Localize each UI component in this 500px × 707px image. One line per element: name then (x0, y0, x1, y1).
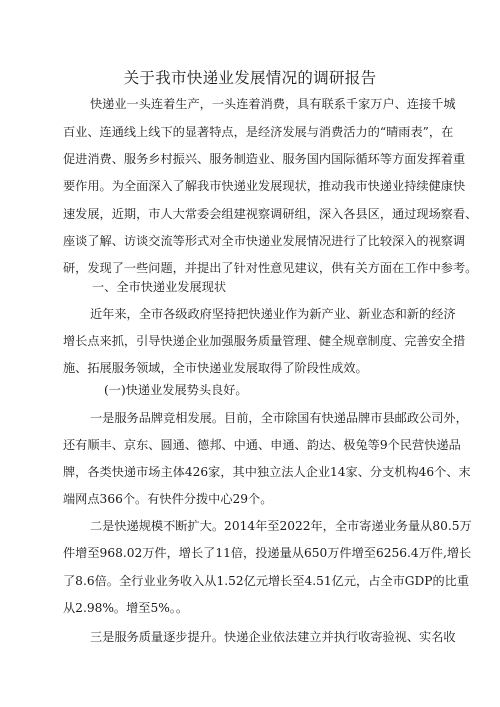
paragraph-line: 研，发现了一些问题，并提出了针对性意见建议，供有关方面在工作中参考。 (63, 261, 478, 275)
paragraph-line: 座谈了解、访谈交流等形式对全市快递业发展情况进行了比较深入的视察调 (63, 234, 466, 248)
paragraph-line: 牌，各类快递市场主体426家，其中独立法人企业14家、分支机构46个、末 (63, 465, 471, 479)
paragraph-line: 施、拓展服务领域，全市快递业发展取得了阶段性成效。 (63, 361, 368, 375)
paragraph-line: 近年来，全市各级政府坚持把快递业作为新产业、新业态和新的经济 (90, 307, 456, 321)
paragraph-line: 促进消费、服务乡村振兴、服务制造业、服务国内国际循环等方面发挥着重 (63, 152, 466, 166)
paragraph-line: 快递业一头连着生产，一头连着消费，具有联系千家万户、连接千城 (90, 97, 456, 111)
paragraph-line: 端网点366个。有快件分拨中心29个。 (63, 492, 273, 506)
paragraph-line: 要作用。为全面深入了解我市快递业发展现状，推动我市快递业持续健康快 (63, 179, 466, 193)
document-title: 关于我市快递业发展情况的调研报告 (123, 69, 377, 87)
paragraph-line: 还有顺丰、京东、圆通、德邦、中通、申通、韵达、极兔等9个民营快递品 (63, 438, 461, 452)
paragraph-line: 速发展，近期，市人大常委会组建视察调研组，深入各县区，通过现场察看、 (63, 207, 478, 221)
paragraph-line: 了8.6倍。全行业业务收入从1.52亿元增长至4.51亿元，占全市GDP的比重 (63, 574, 470, 588)
paragraph-line: 百业、连通线上线下的显著特点，是经济发展与消费活力的“晴雨表”，在 (63, 125, 454, 139)
section-heading: 一、全市快递业发展现状 (92, 280, 227, 294)
paragraph-line: 一是服务品牌竞相发展。目前，全市除国有快递品牌市县邮政公司外， (90, 411, 468, 425)
paragraph-line: 三是服务质量逐步提升。快递企业依法建立并执行收寄验视、实名收 (90, 630, 456, 644)
subsection-heading: (一)快递业发展势头良好。 (104, 383, 248, 397)
paragraph-line: 件增至968.02万件，增长了11倍，投递量从650万件增至6256.4万件,增长 (63, 546, 472, 560)
paragraph-line: 二是快递规模不断扩大。2014年至2022年，全市寄递业务量从80.5万 (90, 519, 472, 533)
paragraph-line: 增长点来抓，引导快递企业加强服务质量管理、健全规章制度、完善安全措 (63, 334, 466, 348)
paragraph-line: 从2.98%。增至5%。。 (63, 601, 189, 615)
